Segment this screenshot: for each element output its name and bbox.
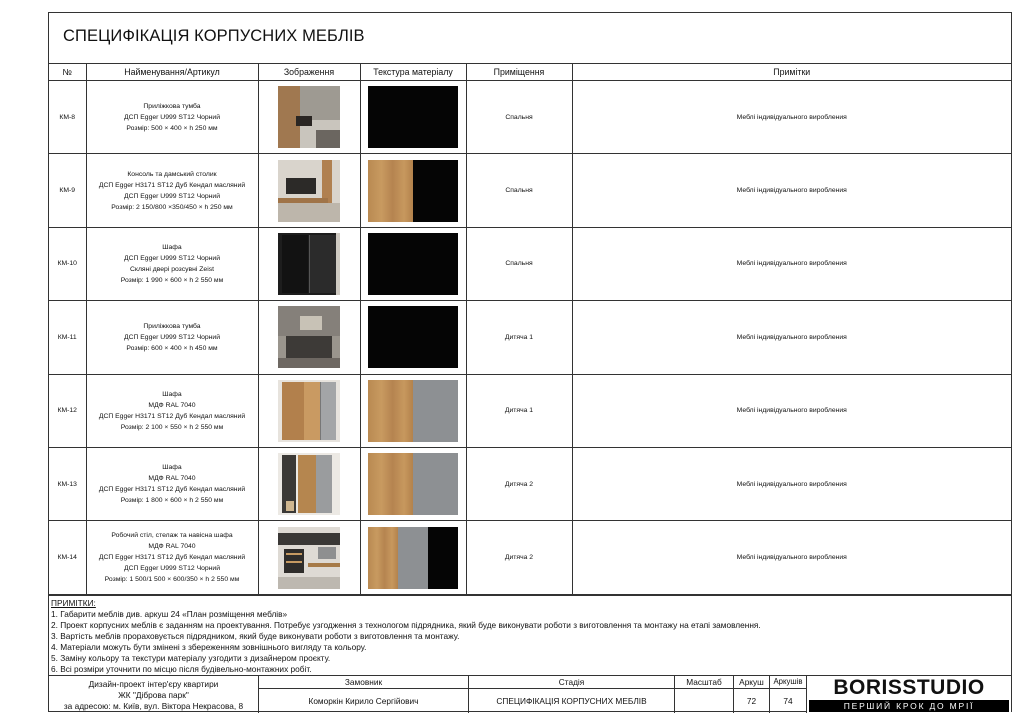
stage-label: Стадія bbox=[469, 676, 675, 689]
sheets-total: 74 bbox=[770, 689, 807, 713]
customer-label: Замовник bbox=[259, 676, 469, 689]
description-line: Розмір: 2 150/800 ×350/450 × h 250 мм bbox=[111, 203, 233, 211]
row-image-cell bbox=[258, 81, 360, 154]
narrow-wardrobe-render bbox=[278, 453, 340, 515]
swatch-wood bbox=[368, 453, 413, 515]
row-room: Дитяча 2 bbox=[466, 447, 572, 520]
table-row bbox=[49, 521, 1011, 594]
row-note: Меблі індивідуального виробления bbox=[572, 447, 1011, 520]
row-image-cell bbox=[258, 227, 360, 300]
description-line: Шафа bbox=[162, 243, 182, 251]
col-image: Зображення bbox=[258, 63, 360, 81]
description-line: МДФ RAL 7040 bbox=[148, 401, 196, 409]
brand-slogan: ПЕРШИЙ КРОК ДО МРІЇ bbox=[809, 700, 1009, 712]
dark-bedside-render bbox=[278, 86, 340, 148]
row-texture-cell bbox=[360, 301, 466, 374]
row-texture-cell bbox=[360, 447, 466, 520]
description-line: МДФ RAL 7040 bbox=[148, 543, 196, 551]
description-line: Скляні двері розсувні Zeist bbox=[129, 265, 215, 273]
row-code: КМ-9 bbox=[49, 154, 86, 227]
row-note: Меблі індивідуального виробления bbox=[572, 81, 1011, 154]
brand-logo: BORISSTUDIO bbox=[833, 676, 985, 699]
scale-label: Масштаб bbox=[675, 676, 734, 689]
material-swatch bbox=[368, 86, 458, 148]
description-line: ДСП Egger H3171 ST12 Дуб Кендал масляний bbox=[98, 554, 246, 562]
row-description bbox=[86, 81, 258, 154]
table-row bbox=[49, 154, 1011, 227]
stage-value: СПЕЦИФІКАЦІЯ КОРПУСНИХ МЕБЛІВ bbox=[469, 689, 675, 713]
swatch-black bbox=[368, 306, 458, 368]
console-tv-render bbox=[278, 160, 340, 222]
description-line: ДСП Egger H3171 ST12 Дуб Кендал масляний bbox=[98, 412, 246, 420]
description-line: Приліжкова тумба bbox=[143, 322, 201, 330]
title-stamp bbox=[49, 675, 1011, 713]
row-texture-cell bbox=[360, 81, 466, 154]
description-line: Розмір: 1 990 × 600 × h 2 550 мм bbox=[120, 276, 224, 284]
scale-value bbox=[675, 689, 734, 713]
table-row bbox=[49, 227, 1011, 300]
sheet-label: Аркуш bbox=[734, 676, 770, 689]
wood-grey-wardrobe-render bbox=[278, 380, 340, 442]
description-line: Шафа bbox=[162, 464, 182, 472]
row-description bbox=[86, 227, 258, 300]
row-texture-cell bbox=[360, 374, 466, 447]
kids-bedside-render bbox=[278, 306, 340, 368]
workdesk-shelving-render bbox=[278, 527, 340, 589]
row-note: Меблі індивідуального виробления bbox=[572, 374, 1011, 447]
description-line: МДФ RAL 7040 bbox=[148, 475, 196, 483]
swatch-wood bbox=[368, 380, 413, 442]
note-item: 2. Проект корпусних меблів є заданням на проектування. Потребує узгодження з технологом підрядника, який буде виконувати роботи з виготовлення та монтажу на етапі замовлення. bbox=[51, 620, 761, 630]
note-item: 4. Матеріали можуть бути змінені з збереженням зовнішнього вигляду та кольору. bbox=[51, 642, 367, 652]
swatch-grey bbox=[413, 453, 458, 515]
row-image-cell bbox=[258, 374, 360, 447]
table-header bbox=[49, 63, 1011, 81]
description-line: Розмір: 2 100 × 550 × h 2 550 мм bbox=[120, 423, 224, 431]
description-line: ДСП Egger U999 ST12 Чорний bbox=[123, 333, 221, 341]
row-note: Меблі індивідуального виробления bbox=[572, 227, 1011, 300]
notes-heading: ПРИМІТКИ: bbox=[51, 598, 96, 608]
swatch-grey bbox=[413, 380, 458, 442]
black-wardrobe-render bbox=[278, 233, 340, 295]
project-line: Дизайн-проект інтер'єру квартири bbox=[88, 679, 219, 689]
col-room: Приміщення bbox=[466, 63, 572, 81]
spec-sheet bbox=[48, 12, 1012, 712]
spec-table bbox=[49, 63, 1011, 595]
row-image-cell bbox=[258, 301, 360, 374]
swatch-black bbox=[368, 233, 458, 295]
brand-block bbox=[807, 676, 1011, 713]
table-row bbox=[49, 81, 1011, 154]
swatch-black bbox=[428, 527, 458, 589]
row-code: КМ-14 bbox=[49, 521, 86, 594]
row-description bbox=[86, 521, 258, 594]
row-room: Дитяча 1 bbox=[466, 301, 572, 374]
description-line: ДСП Egger U999 ST12 Чорний bbox=[123, 565, 221, 573]
description-line: Розмір: 1 800 × 600 × h 2 550 мм bbox=[120, 497, 224, 505]
material-swatch bbox=[368, 233, 458, 295]
row-room: Спальня bbox=[466, 81, 572, 154]
row-image-cell bbox=[258, 521, 360, 594]
project-info bbox=[49, 676, 259, 713]
description-line: Розмір: 500 × 400 × h 250 мм bbox=[126, 124, 218, 132]
table-row bbox=[49, 447, 1011, 520]
col-number: № bbox=[49, 63, 86, 81]
row-description bbox=[86, 154, 258, 227]
description-line: Консоль та дамський столик bbox=[127, 170, 217, 178]
note-item: 3. Вартість меблів прораховується підрядником, який буде виконувати роботи з виготовлення та монтажу. bbox=[51, 631, 460, 641]
description-line: ДСП Egger H3171 ST12 Дуб Кендал масляний bbox=[98, 486, 246, 494]
row-texture-cell bbox=[360, 521, 466, 594]
row-note: Меблі індивідуального виробления bbox=[572, 154, 1011, 227]
row-note: Меблі індивідуального виробления bbox=[572, 301, 1011, 374]
swatch-wood bbox=[368, 527, 398, 589]
page-title: СПЕЦИФІКАЦІЯ КОРПУСНИХ МЕБЛІВ bbox=[63, 27, 365, 45]
notes-block bbox=[49, 595, 1011, 675]
material-swatch bbox=[368, 380, 458, 442]
description-line: Шафа bbox=[162, 390, 182, 398]
description-line: ДСП Egger U999 ST12 Чорний bbox=[123, 254, 221, 262]
row-image-cell bbox=[258, 447, 360, 520]
title-block bbox=[49, 13, 1011, 64]
col-notes: Примітки bbox=[572, 63, 1011, 81]
sheets-label: Аркушів bbox=[770, 676, 807, 689]
description-line: ДСП Egger U999 ST12 Чорний bbox=[123, 113, 221, 121]
description-line: Розмір: 600 × 400 × h 450 мм bbox=[126, 344, 218, 352]
row-room: Спальня bbox=[466, 154, 572, 227]
row-code: КМ-8 bbox=[49, 81, 86, 154]
table-row bbox=[49, 374, 1011, 447]
description-line: Приліжкова тумба bbox=[143, 102, 201, 110]
row-description bbox=[86, 301, 258, 374]
col-texture: Текстура матеріалу bbox=[360, 63, 466, 81]
swatch-black bbox=[368, 86, 458, 148]
material-swatch bbox=[368, 306, 458, 368]
row-image-cell bbox=[258, 154, 360, 227]
row-room: Дитяча 1 bbox=[466, 374, 572, 447]
material-swatch bbox=[368, 527, 458, 589]
note-item: 1. Габарити меблів див. аркуш 24 «План розміщення меблів» bbox=[51, 609, 288, 619]
description-line: Робочий стіл, стелаж та навісна шафа bbox=[111, 532, 233, 540]
row-code: КМ-11 bbox=[49, 301, 86, 374]
swatch-grey bbox=[398, 527, 428, 589]
project-line: ЖК "Діброва парк" bbox=[118, 690, 189, 700]
description-line: ДСП Egger U999 ST12 Чорний bbox=[123, 192, 221, 200]
row-note: Меблі індивідуального виробления bbox=[572, 521, 1011, 594]
description-line: ДСП Egger H3171 ST12 Дуб Кендал масляний bbox=[98, 181, 246, 189]
row-texture-cell bbox=[360, 154, 466, 227]
row-code: КМ-13 bbox=[49, 447, 86, 520]
swatch-black bbox=[413, 160, 458, 222]
row-description bbox=[86, 447, 258, 520]
row-code: КМ-10 bbox=[49, 227, 86, 300]
row-room: Дитяча 2 bbox=[466, 521, 572, 594]
material-swatch bbox=[368, 160, 458, 222]
row-texture-cell bbox=[360, 227, 466, 300]
customer-name: Коморкін Кирило Сергійович bbox=[259, 689, 469, 713]
description-line: Розмір: 1 500/1 500 × 600/350 × h 2 550 мм bbox=[104, 576, 240, 584]
note-item: 5. Заміну кольору та текстури матеріалу узгодити з дизайнером проєкту. bbox=[51, 653, 331, 663]
row-code: КМ-12 bbox=[49, 374, 86, 447]
sheet-number: 72 bbox=[734, 689, 770, 713]
material-swatch bbox=[368, 453, 458, 515]
table-row bbox=[49, 301, 1011, 374]
col-name: Найменування/Артикул bbox=[86, 63, 258, 81]
note-item: 6. Всі розміри уточнити по місцю після будівельно-монтажних робіт. bbox=[51, 664, 312, 674]
project-line: за адресою: м. Київ, вул. Віктора Некрасова, 8 bbox=[63, 701, 244, 711]
swatch-wood bbox=[368, 160, 413, 222]
row-room: Спальня bbox=[466, 227, 572, 300]
row-description bbox=[86, 374, 258, 447]
